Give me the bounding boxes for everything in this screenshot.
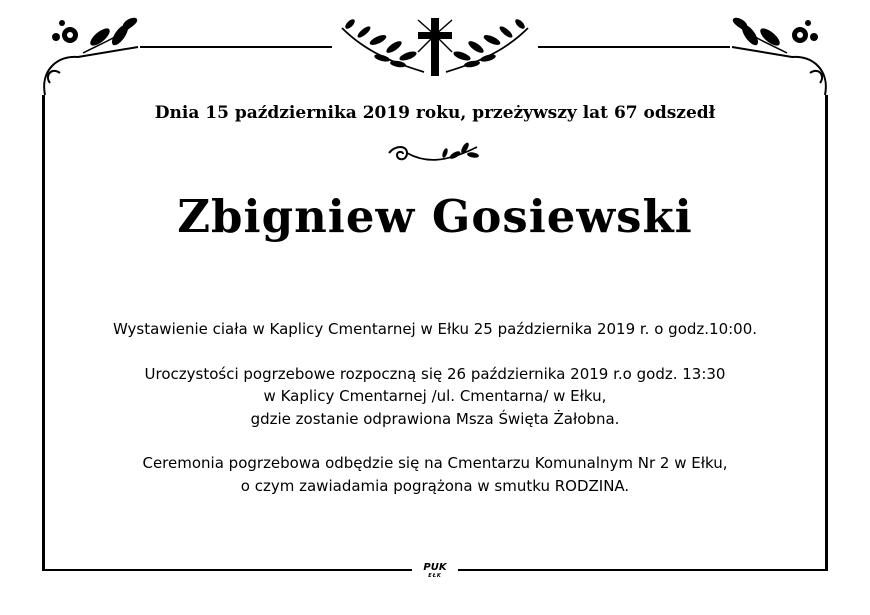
paragraph-line: gdzie zostanie odprawiona Msza Święta Żałobna. (250, 409, 620, 428)
deceased-name: Zbigniew Gosiewski (177, 190, 693, 243)
top-rule-left (140, 46, 332, 48)
floral-corner-right-icon (722, 15, 832, 100)
cross-with-laurel-icon (338, 14, 532, 80)
logo-sub-text: EŁK (428, 573, 442, 579)
paragraph-line: Uroczystości pogrzebowe rozpoczną się 26 października 2019 r.o godz. 13:30 (144, 364, 726, 383)
frame-bottom-border-left (42, 569, 412, 571)
paragraph-line: Wystawienie ciała w Kaplicy Cmentarnej w Ełku 25 października 2019 r. o godz.10:00. (112, 320, 758, 338)
paragraph-line: Ceremonia pogrzebowa odbędzie się na Cmentarzu Komunalnym Nr 2 w Ełku, (142, 454, 728, 472)
frame-bottom-border-right (458, 569, 828, 571)
viewing-paragraph (0, 318, 870, 341)
burial-paragraph (0, 452, 870, 497)
funeral-details (0, 318, 870, 519)
death-notice-intro: Dnia 15 października 2019 roku, przeżywszy lat 67 odszedł (154, 103, 716, 123)
ceremony-paragraph (0, 363, 870, 431)
paragraph-line: o czym zawiadamia pogrążona w smutku RODZINA. (240, 476, 630, 495)
paragraph-line: w Kaplicy Cmentarnej /ul. Cmentarna/ w Ełku, (263, 387, 607, 405)
top-rule-right (538, 46, 730, 48)
puk-logo (418, 563, 452, 579)
swirl-leaf-divider-icon (385, 141, 485, 167)
floral-corner-left-icon (38, 15, 148, 100)
logo-main-text: PUK (423, 562, 447, 573)
